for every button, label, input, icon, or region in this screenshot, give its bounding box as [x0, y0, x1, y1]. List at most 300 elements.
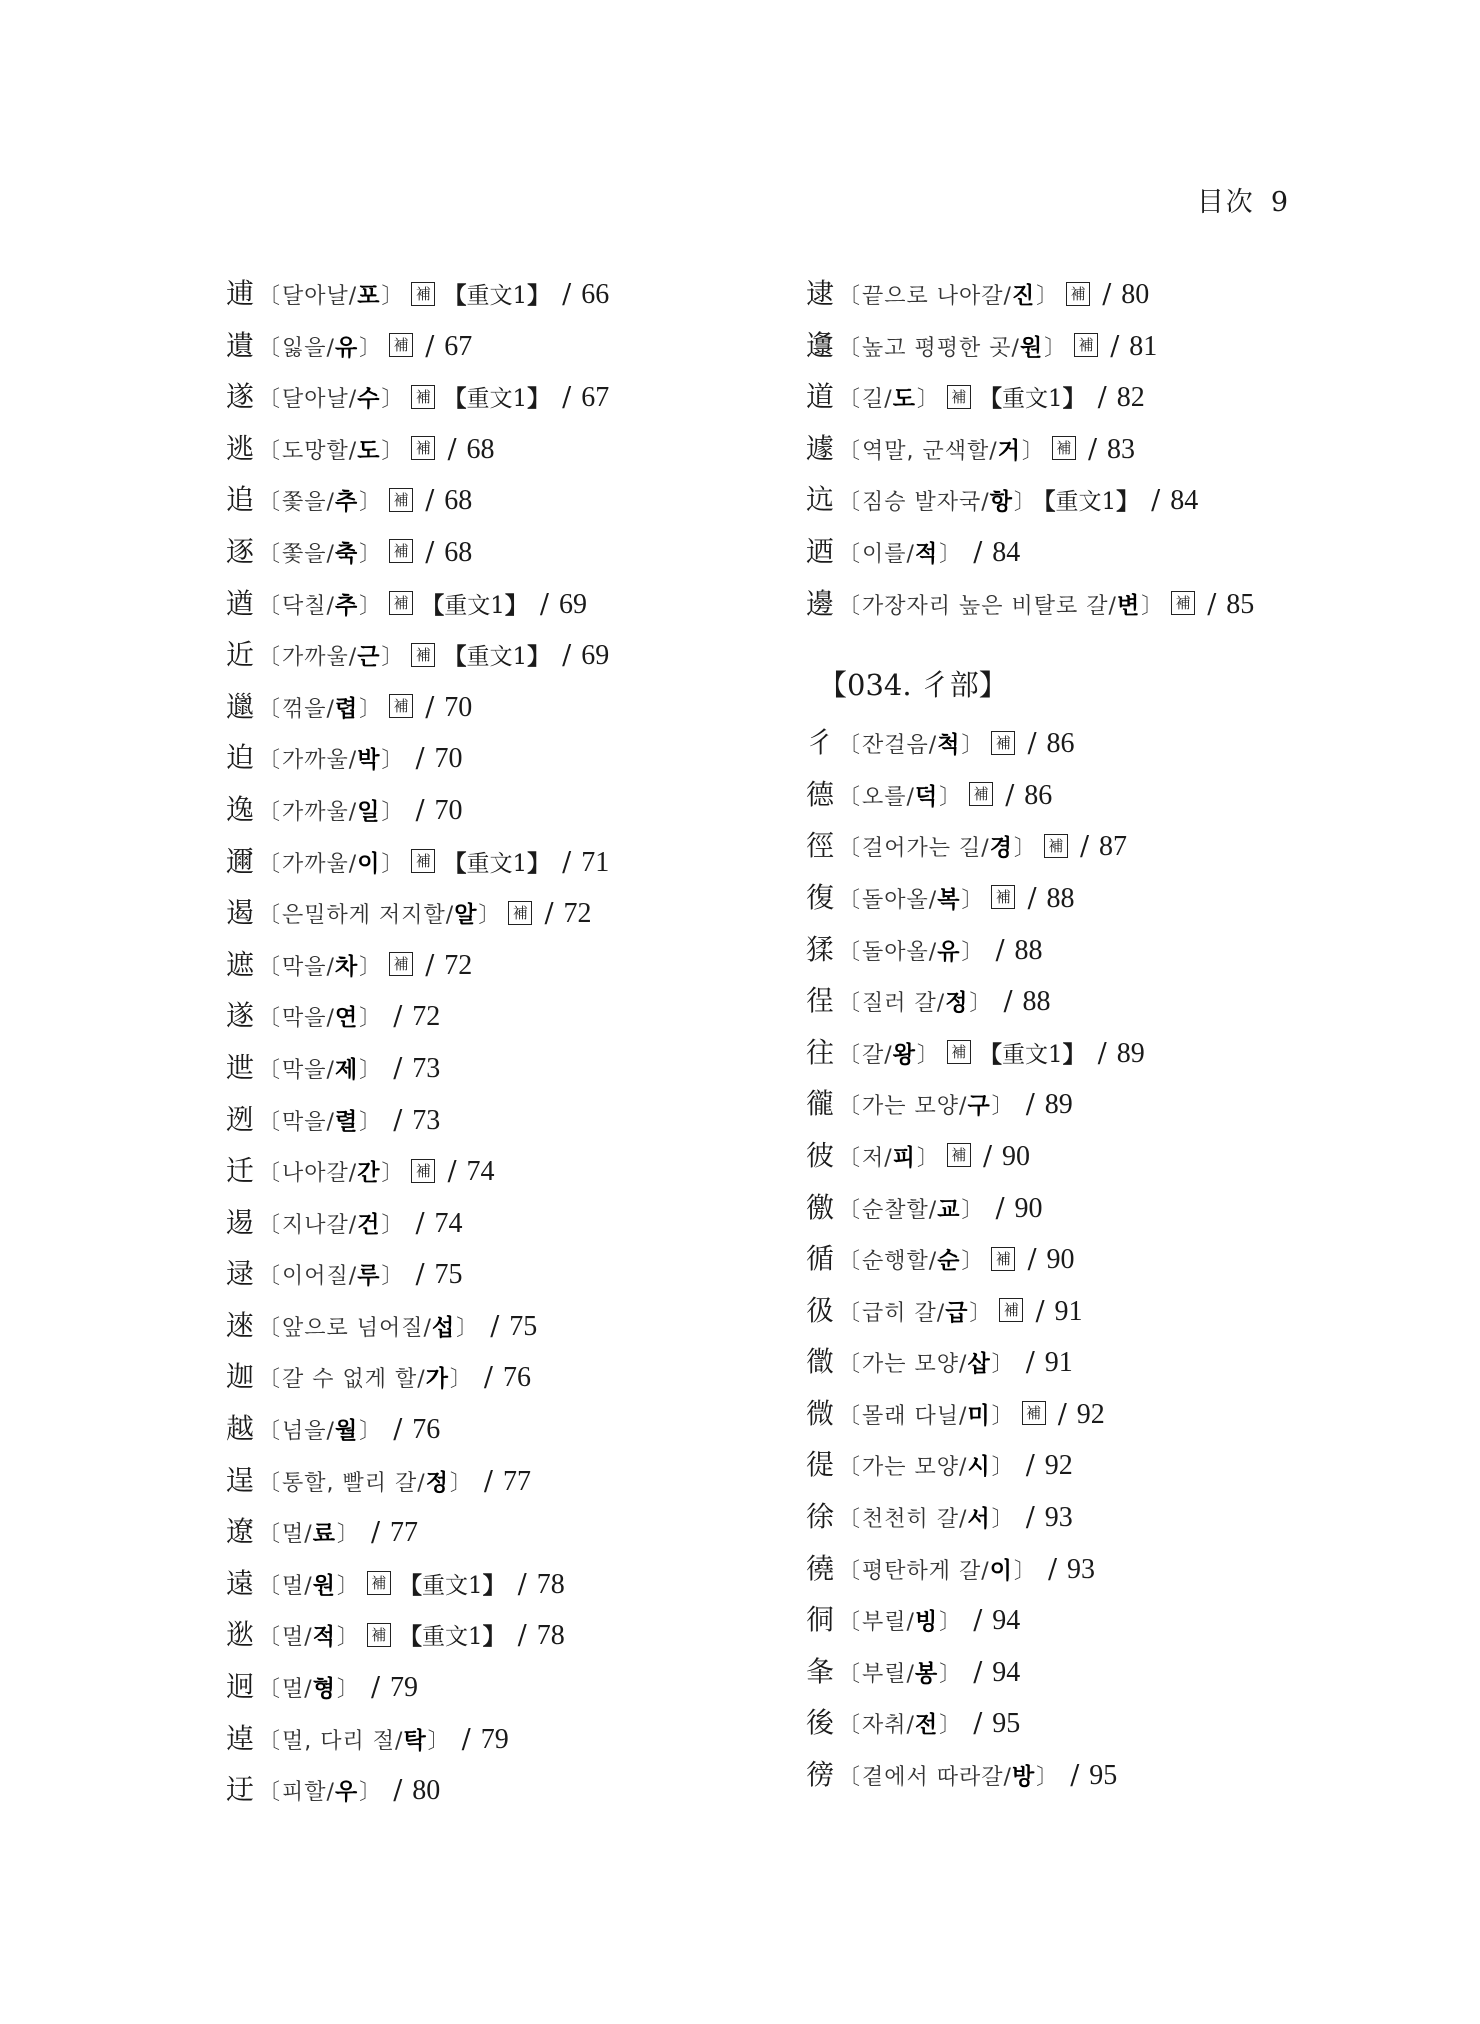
entry-character: 遂: [226, 380, 255, 414]
entry-page: 67: [581, 382, 610, 414]
entry-page: 94: [992, 1656, 1021, 1688]
bracket-open: 〔: [838, 1042, 861, 1068]
supplement-mark: 補: [1044, 834, 1068, 858]
entry-meaning: 가는 모양/: [862, 1094, 968, 1120]
bracket-open: 〔: [838, 991, 861, 1017]
entry-meaning: 앞으로 넘어질/: [282, 1315, 432, 1341]
bracket-close: 〕: [381, 748, 404, 774]
supplement-mark: 補: [991, 885, 1015, 909]
entry-page: 77: [390, 1517, 419, 1549]
entry-meaning: 쫓을/: [282, 490, 335, 516]
entry-page: 70: [444, 691, 473, 723]
supplement-mark: 補: [411, 1159, 435, 1183]
toc-entry: [806, 1078, 1366, 1130]
supplement-mark: 補: [991, 1247, 1015, 1271]
toc-entry: [806, 820, 1366, 872]
bracket-close: 〕: [381, 284, 404, 309]
supplement-mark: 補: [389, 539, 413, 563]
separator-slash: /: [973, 1605, 983, 1637]
entry-meaning: 급히 갈/: [862, 1300, 946, 1326]
entry-page: 68: [444, 485, 473, 517]
separator-slash: /: [982, 1140, 993, 1172]
bracket-close: 〕: [336, 1573, 359, 1599]
bracket-close: 〕: [991, 1094, 1014, 1120]
toc-entry: [806, 1646, 1366, 1698]
separator-slash: /: [1057, 1398, 1067, 1430]
entry-meaning: 피할/: [282, 1780, 335, 1806]
toc-entry: [806, 1233, 1366, 1285]
separator-slash: /: [415, 1207, 425, 1239]
entry-character: 迂: [226, 1773, 255, 1807]
bracket-close: 〕: [991, 1455, 1014, 1481]
separator-slash: /: [995, 1192, 1005, 1224]
bracket-close: 〕: [969, 991, 992, 1017]
cw-label: 重文: [466, 283, 513, 309]
bracket-open: 〔: [838, 733, 861, 759]
entry-sound: 척: [937, 732, 960, 759]
cw-count: 1: [1047, 386, 1063, 413]
bracket-open: 〔: [258, 1470, 281, 1496]
bracket-close: 〕: [359, 335, 382, 361]
bracket-close: 〕: [359, 954, 382, 980]
entry-page: 71: [581, 846, 610, 878]
bracket-open: 〔: [258, 387, 281, 413]
bracket-close: 〕: [359, 1780, 382, 1806]
toc-group-chuo: [806, 268, 1366, 629]
bracket-open: 〔: [258, 799, 281, 825]
toc-entry: [226, 887, 786, 939]
entry-page: 88: [1022, 986, 1051, 1018]
toc-entry: [806, 526, 1366, 578]
entry-character: 逮: [806, 277, 835, 310]
separator-slash: /: [1027, 728, 1037, 760]
toc-entry: [226, 1403, 786, 1455]
entry-sound: 거: [997, 437, 1020, 464]
bracket-open: 〔: [258, 1780, 281, 1806]
entry-meaning: 꺾을/: [282, 696, 335, 722]
separator-slash: /: [1025, 1089, 1035, 1121]
bracket-open: 〔: [258, 1625, 281, 1651]
entry-meaning: 돌아올/: [862, 939, 938, 965]
toc-entry: [226, 1609, 786, 1661]
bracket-open: 〔: [838, 887, 861, 913]
cw-count: 1: [467, 1572, 483, 1599]
toc-entry: [806, 1336, 1366, 1388]
separator-slash: /: [447, 1156, 457, 1188]
entry-meaning: 지나갈/: [282, 1212, 358, 1238]
entry-meaning: 막을/: [282, 1006, 335, 1032]
entry-page: 81: [1129, 330, 1158, 362]
separator-slash: /: [1025, 1347, 1035, 1379]
toc-entry: [226, 1764, 786, 1816]
entry-sound: 간: [357, 1160, 380, 1187]
cw-label: 重文: [1055, 489, 1102, 516]
bracket-close: 〕: [381, 1212, 404, 1238]
entry-meaning: 끝으로 나아갈/: [862, 284, 1012, 309]
bracket-open: 〔: [258, 1109, 281, 1135]
entry-character: 猱: [806, 932, 835, 966]
entry-page: 91: [1054, 1295, 1083, 1327]
separator-slash: /: [425, 949, 435, 981]
supplement-mark: 補: [389, 694, 413, 718]
entry-page: 70: [434, 794, 463, 826]
toc-entry: [226, 939, 786, 991]
entry-character: 遂: [226, 999, 255, 1033]
entry-meaning: 가까울/: [282, 645, 358, 671]
bracket-open: 〔: [838, 939, 861, 965]
separator-slash: /: [483, 1362, 494, 1394]
toc-entry: [806, 474, 1366, 526]
bracket-close: 〕: [478, 903, 501, 929]
bracket-open: 〔: [838, 541, 861, 567]
bracket-close: 〕: [456, 1315, 479, 1341]
separator-slash: /: [539, 588, 549, 620]
entry-meaning: 가는 모양/: [862, 1455, 968, 1481]
entry-page: 90: [1046, 1244, 1075, 1276]
entry-meaning: 역말, 군색할/: [862, 438, 998, 464]
bracket-open: 〔: [838, 1197, 861, 1223]
entry-page: 89: [1044, 1089, 1073, 1121]
supplement-mark: 補: [947, 1143, 971, 1167]
bracket-close: 〕: [359, 1057, 382, 1083]
entry-meaning: 부릴/: [862, 1661, 915, 1687]
entry-meaning: 멀/: [282, 1625, 313, 1651]
bracket-close: 〕: [359, 490, 382, 516]
supplement-mark: 補: [389, 591, 413, 615]
toc-entry: [806, 1027, 1366, 1079]
cw-label: 重文: [1001, 1041, 1048, 1068]
entry-page: 95: [992, 1708, 1021, 1740]
entry-character: 迥: [226, 1670, 255, 1704]
bracket-close: 〕: [1013, 1558, 1036, 1584]
entry-meaning: 걸어가는 길/: [862, 836, 990, 862]
separator-slash: /: [1151, 485, 1161, 517]
bracket-close: 〕: [939, 1661, 962, 1687]
toc-entry: [226, 1558, 786, 1610]
supplement-mark: 補: [389, 333, 413, 357]
entry-sound: 정: [945, 990, 968, 1017]
supplement-mark: 補: [1066, 282, 1090, 306]
separator-slash: /: [425, 536, 435, 568]
supplement-mark: 補: [367, 1623, 391, 1647]
entry-page: 92: [1044, 1450, 1073, 1482]
entry-meaning: 이어질/: [282, 1264, 358, 1290]
entry-page: 95: [1089, 1760, 1118, 1792]
entry-meaning: 넘을/: [282, 1419, 335, 1445]
duplicate-text-mark: [979, 1042, 1086, 1068]
entry-character: 邍: [806, 328, 835, 362]
bracket-open: 〔: [838, 1094, 861, 1120]
toc-entry: [226, 1197, 786, 1249]
entry-sound: 수: [357, 386, 380, 413]
duplicate-text-mark: [443, 644, 550, 670]
bracket-close: 〕: [939, 1713, 962, 1739]
toc-entry: [226, 784, 786, 836]
entry-sound: 항: [989, 489, 1012, 516]
entry-sound: 추: [334, 489, 358, 516]
entry-meaning: 몰래 다닐/: [862, 1403, 968, 1429]
cw-count: 1: [490, 592, 505, 619]
entry-page: 94: [992, 1605, 1021, 1637]
cw-label: 重文: [466, 644, 513, 671]
entry-sound: 근: [357, 644, 380, 671]
cw-bracket-open: 【: [443, 850, 467, 877]
entry-character: 徎: [806, 984, 835, 1018]
entry-sound: 일: [357, 798, 380, 825]
bracket-close: 〕: [991, 1403, 1014, 1429]
separator-slash: /: [483, 1465, 494, 1497]
toc-entry: [226, 1455, 786, 1507]
entry-page: 66: [581, 279, 610, 310]
entry-sound: 유: [937, 938, 960, 965]
cw-bracket-close: 】: [1116, 489, 1140, 516]
entry-character: 逸: [226, 792, 255, 826]
toc-group-chi: [806, 717, 1366, 1800]
separator-slash: /: [973, 1656, 983, 1688]
bracket-open: 〔: [258, 284, 281, 309]
entry-character: 徐: [806, 1500, 835, 1534]
entry-character: 循: [806, 1242, 835, 1276]
bracket-close: 〕: [449, 1367, 472, 1393]
entry-page: 67: [444, 330, 473, 362]
entry-sound: 복: [937, 886, 960, 913]
entry-character: 往: [806, 1035, 835, 1069]
entry-character: 道: [806, 380, 835, 414]
entry-meaning: 돌아올/: [862, 887, 938, 913]
entry-character: 彳: [806, 726, 835, 760]
bracket-close: 〕: [916, 387, 939, 413]
entry-meaning: 달아날/: [282, 387, 358, 413]
entry-character: 越: [226, 1412, 255, 1446]
cw-bracket-open: 【: [1043, 489, 1056, 516]
cw-count: 1: [1101, 489, 1117, 516]
entry-page: 88: [1046, 882, 1075, 914]
bracket-open: 〔: [258, 1212, 281, 1238]
entry-character: 徺: [806, 1551, 835, 1585]
cw-count: 1: [467, 1624, 483, 1651]
bracket-open: 〔: [258, 335, 281, 361]
separator-slash: /: [1025, 1502, 1035, 1534]
bracket-open: 〔: [838, 1765, 861, 1791]
entry-sound: 유: [334, 334, 358, 361]
entry-sound: 제: [334, 1056, 358, 1083]
section-heading: 【034. 彳部】: [818, 668, 1008, 703]
entry-sound: 알: [454, 902, 477, 929]
bracket-open: 〔: [838, 1455, 861, 1481]
cw-label: 重文: [466, 850, 513, 877]
entry-meaning: 막을/: [282, 1109, 335, 1135]
bracket-close: 〕: [359, 1419, 382, 1445]
supplement-mark: 補: [991, 731, 1015, 755]
entry-character: 復: [806, 880, 835, 914]
entry-meaning: 통할, 빨리 갈/: [282, 1470, 426, 1496]
entry-character: 微: [806, 1396, 835, 1430]
toc-entry: [806, 371, 1366, 423]
entry-page: 86: [1046, 728, 1075, 760]
entry-character: 後: [806, 1706, 835, 1740]
separator-slash: /: [517, 1568, 527, 1600]
entry-character: 逋: [226, 277, 255, 310]
entry-sound: 시: [967, 1454, 990, 1481]
cw-bracket-close: 】: [1062, 386, 1086, 413]
entry-character: 㣚: [806, 1603, 835, 1637]
entry-sound: 탁: [403, 1727, 426, 1754]
bracket-close: 〕: [449, 1470, 472, 1496]
entry-meaning: 잃을/: [282, 335, 335, 361]
entry-character: 徬: [806, 1758, 835, 1792]
supplement-mark: 補: [1171, 591, 1195, 615]
separator-slash: /: [393, 1414, 403, 1446]
entry-character: 迣: [226, 1050, 255, 1084]
entry-page: 73: [412, 1104, 441, 1136]
bracket-open: 〔: [838, 1507, 861, 1533]
separator-slash: /: [1070, 1760, 1080, 1792]
bracket-open: 〔: [838, 1661, 861, 1687]
toc-entry: [806, 1285, 1366, 1337]
entry-page: 77: [503, 1465, 532, 1497]
bracket-open: 〔: [838, 1403, 861, 1429]
entry-meaning: 곁에서 따라갈/: [862, 1765, 1012, 1791]
entry-sound: 도: [357, 437, 380, 464]
entry-sound: 월: [334, 1418, 358, 1445]
toc-entry: [226, 1300, 786, 1352]
separator-slash: /: [393, 1001, 403, 1033]
cw-count: 1: [512, 644, 528, 671]
entry-sound: 루: [357, 1263, 380, 1290]
cw-bracket-open: 【: [398, 1624, 422, 1651]
entry-page: 91: [1044, 1347, 1073, 1379]
entry-meaning: 자취/: [862, 1713, 915, 1739]
entry-page: 75: [509, 1310, 538, 1342]
entry-meaning: 가까울/: [282, 799, 358, 825]
toc-entry: [806, 578, 1366, 630]
bracket-open: 〔: [258, 1573, 281, 1599]
bracket-open: 〔: [258, 1315, 281, 1341]
bracket-close: 〕: [359, 1109, 382, 1135]
entry-sound: 삽: [967, 1351, 990, 1378]
bracket-close: 〕: [381, 851, 404, 877]
entry-sound: 전: [914, 1712, 938, 1739]
duplicate-text-mark: [979, 386, 1086, 412]
bracket-close: 〕: [1013, 490, 1036, 516]
separator-slash: /: [1207, 588, 1217, 620]
toc-entry: [226, 474, 786, 526]
bracket-close: 〕: [961, 1249, 984, 1275]
bracket-close: 〕: [969, 1300, 992, 1326]
separator-slash: /: [973, 536, 983, 568]
entry-character: 遒: [226, 586, 255, 620]
entry-page: 78: [536, 1568, 565, 1600]
entry-character: 彼: [806, 1138, 835, 1172]
entry-character: 遏: [226, 896, 255, 930]
entry-character: 逃: [226, 431, 255, 465]
toc-entry: [806, 1130, 1366, 1182]
entry-character: 遠: [226, 1566, 255, 1600]
bracket-close: 〕: [916, 1042, 939, 1068]
separator-slash: /: [415, 794, 425, 826]
bracket-close: 〕: [427, 1728, 450, 1754]
bracket-open: 〔: [838, 1300, 861, 1326]
entry-character: 迦: [226, 1360, 255, 1394]
bracket-open: 〔: [258, 1006, 281, 1032]
entry-meaning: 막을/: [282, 954, 335, 980]
supplement-mark: 補: [411, 436, 435, 460]
toc-entry: [806, 975, 1366, 1027]
entry-sound: 렬: [334, 1108, 358, 1135]
supplement-mark: 補: [411, 282, 435, 306]
entry-meaning: 부릴/: [862, 1610, 915, 1636]
separator-slash: /: [393, 1775, 403, 1807]
supplement-mark: 補: [1052, 436, 1076, 460]
bracket-close: 〕: [336, 1677, 359, 1703]
entry-page: 69: [558, 588, 587, 620]
entry-character: 逯: [226, 1257, 255, 1291]
supplement-mark: 補: [947, 385, 971, 409]
entry-page: 76: [503, 1362, 532, 1394]
entry-character: 遼: [226, 1515, 255, 1549]
separator-slash: /: [1035, 1295, 1045, 1327]
cw-count: 1: [1047, 1041, 1063, 1068]
entry-meaning: 도망할/: [282, 438, 358, 464]
bracket-open: 〔: [258, 1522, 281, 1548]
entry-page: 79: [480, 1723, 509, 1755]
cw-bracket-close: 】: [504, 592, 528, 619]
separator-slash: /: [1097, 1037, 1107, 1069]
entry-character: 迒: [806, 483, 835, 517]
toc-entry: [806, 769, 1366, 821]
entry-page: 74: [434, 1207, 463, 1239]
entry-character: 遽: [806, 431, 835, 465]
supplement-mark: 補: [389, 488, 413, 512]
bracket-close: 〕: [381, 1161, 404, 1187]
separator-slash: /: [995, 934, 1005, 966]
bracket-open: 〔: [838, 490, 861, 516]
supplement-mark: 補: [411, 385, 435, 409]
entry-sound: 포: [357, 283, 380, 309]
entry-sound: 급: [945, 1299, 968, 1326]
cw-label: 重文: [444, 592, 491, 619]
entry-meaning: 은밀하게 저지할/: [282, 903, 455, 929]
toc-entry: [226, 681, 786, 733]
cw-bracket-close: 】: [527, 850, 551, 877]
entry-meaning: 멀/: [282, 1522, 313, 1548]
entry-page: 93: [1044, 1502, 1073, 1534]
entry-sound: 적: [914, 540, 938, 567]
entry-character: 逷: [226, 1205, 255, 1239]
toc-entry: [226, 1248, 786, 1300]
bracket-close: 〕: [1044, 335, 1067, 361]
separator-slash: /: [425, 330, 435, 362]
separator-slash: /: [1102, 279, 1112, 310]
header-title: 目次: [1196, 187, 1255, 218]
entry-sound: 축: [334, 540, 358, 567]
entry-page: 93: [1067, 1553, 1096, 1585]
entry-meaning: 멀/: [282, 1573, 313, 1599]
cw-bracket-close: 】: [1062, 1041, 1086, 1068]
bracket-open: 〔: [258, 1419, 281, 1445]
separator-slash: /: [425, 485, 435, 517]
entry-page: 70: [434, 743, 463, 775]
separator-slash: /: [1005, 779, 1015, 811]
entry-sound: 원: [1019, 334, 1043, 361]
bracket-close: 〕: [916, 1145, 939, 1171]
separator-slash: /: [1087, 433, 1098, 465]
toc-left-column: [226, 268, 786, 1816]
bracket-open: 〔: [258, 1264, 281, 1290]
separator-slash: /: [490, 1310, 500, 1342]
cw-bracket-open: 【: [443, 644, 467, 671]
toc-entry: [226, 990, 786, 1042]
